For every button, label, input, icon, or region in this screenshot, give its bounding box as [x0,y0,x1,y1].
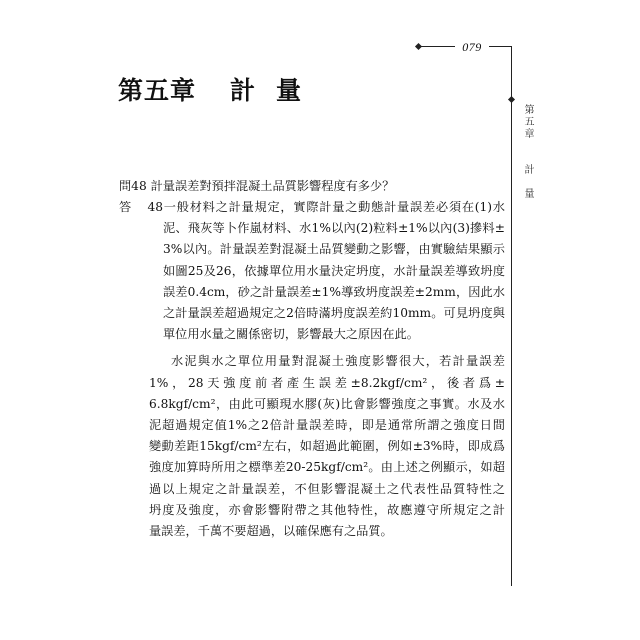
answer-line: 變動差距15kgf/cm²左右，如超過此範圍，例如±3%時，即成爲 [149,439,505,454]
answer-line: 量誤差，千萬不要超過，以確保應有之品質。 [149,524,393,539]
answer-paragraph-2 [119,351,505,542]
page-number: 079 [455,40,489,54]
side-rule-diamond [508,96,515,103]
chapter-number: 第五章 [118,76,197,105]
answer-line: 單位用水量之關係密切，影響最大之原因在此。 [163,327,419,342]
answer-line: 強度加算時所用之標準差20-25kgf/cm²。由上述之例顯示，如超 [149,460,505,475]
chapter-heading [118,75,302,107]
answer-line: 泥、飛灰等卜作嵐材料、水1%以內(2)粒料±1%以內(3)摻料± [163,221,505,236]
answer-label: 答48 [119,200,163,214]
answer-paragraph-1 [119,197,505,345]
answer-line: 6.8kgf/cm²，由此可顯現水膠(灰)比會影響強度之事實。水及水 [149,396,505,411]
answer-line: 誤差0.4cm，砂之計量誤差±1%導致坍度誤差±2mm，因此水 [163,284,505,299]
answer-body [119,197,505,542]
side-rule [511,46,512,586]
answer-line: 答48一般材料之計量規定，實際計量之動態計量誤差必須在(1)水 [163,197,505,218]
running-title [520,104,535,200]
answer-line: 之計量誤差超過規定之2倍時滿坍度誤差約10mm。可見坍度與 [163,306,505,321]
answer-line: 如圖25及26，依據單位用水量決定坍度，水計量誤差導致坍度 [163,263,505,278]
answer-line: 1%，28天強度前者產生誤差±8.2kgf/cm²，後者爲± [149,375,505,390]
header-rule-diamond [415,43,422,50]
answer-line: 水泥與水之單位用量對混凝土強度影響很大，若計量誤差 [171,354,505,369]
running-title-topic: 計 量 [522,164,533,200]
question-line: 問48 計量誤差對預拌混凝土品質影響程度有多少？ [119,179,395,193]
chapter-title-char-1: 計 [230,76,257,105]
running-title-chapter: 第五章 [522,104,533,140]
answer-line: 泥超過規定值1%之2倍計量誤差時，即是通常所謂之強度日間 [149,418,505,433]
chapter-title-char-2: 量 [276,76,303,105]
answer-line: 坍度及強度，亦會影響附帶之其他特性，故應遵守所規定之計 [149,502,505,517]
answer-line: 3%以內。計量誤差對混凝土品質變動之影響，由實驗結果顯示 [163,242,505,257]
answer-line: 過以上規定之計量誤差，不但影響混凝土之代表性品質特性之 [149,481,505,496]
